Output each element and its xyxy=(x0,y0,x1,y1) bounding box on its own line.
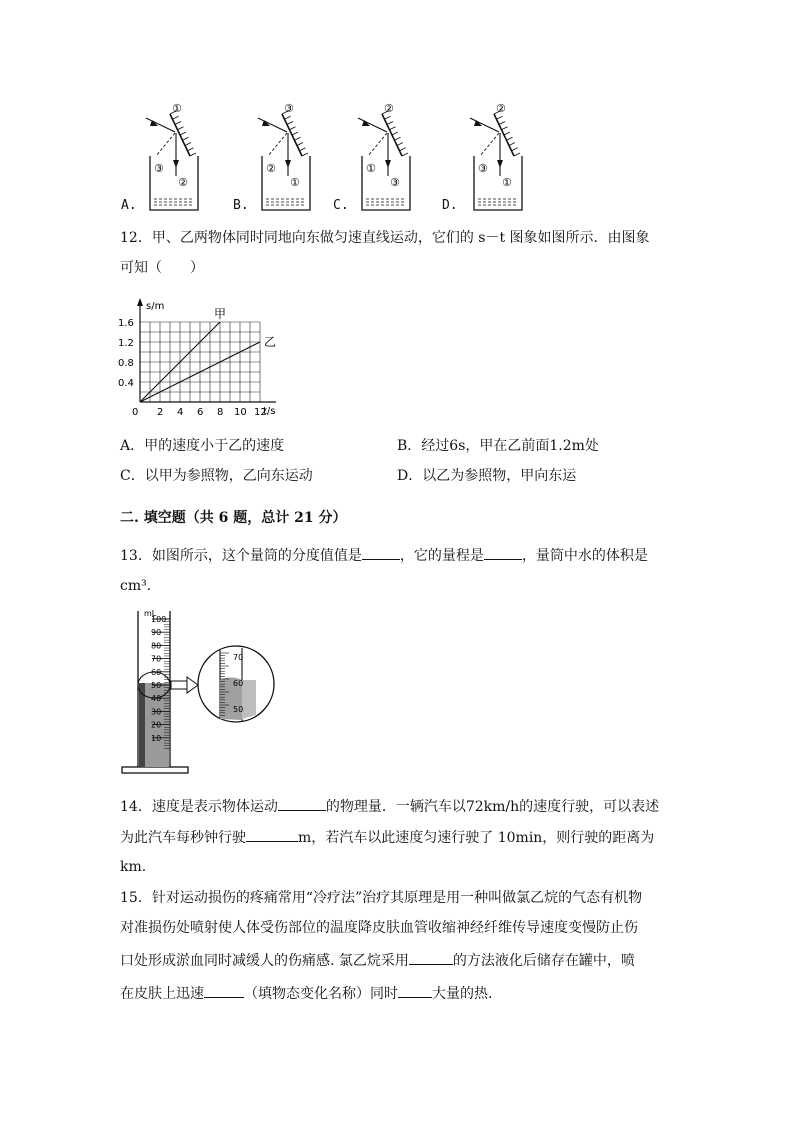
q15-part3b: 的方法液化后储存在罐中，喷 xyxy=(452,953,635,969)
mirror-hatch xyxy=(512,148,518,151)
mirror-hatch xyxy=(290,127,296,130)
graduated-cylinder xyxy=(118,605,288,777)
label-top: ② xyxy=(496,102,506,115)
mirror-hatch xyxy=(302,153,308,156)
zoom-tick-label: 50 xyxy=(233,705,244,714)
y-tick-label: 1.2 xyxy=(118,338,134,349)
label-top: ① xyxy=(172,102,182,115)
x-tick-label: 8 xyxy=(217,407,224,418)
zoom-water-side xyxy=(242,680,256,719)
cylinder-tick-label: 80 xyxy=(151,641,162,651)
q11-option-b[interactable]: B. xyxy=(233,198,249,213)
cylinder-tick-label: 10 xyxy=(151,733,162,743)
q15-blank-2[interactable] xyxy=(204,983,244,998)
q14-line3: km. xyxy=(120,859,147,875)
mirror-hatch xyxy=(287,122,293,125)
mirror-hatch xyxy=(190,153,196,156)
mirror-hatch xyxy=(185,143,191,146)
arrow-head xyxy=(187,677,198,693)
q15-part3a: 口处形成淤血同时减缓人的伤痛感. 氯乙烷采用 xyxy=(120,953,409,969)
q12-option-b[interactable]: B．经过6s，甲在乙前面1.2m处 xyxy=(397,438,599,454)
x-tick-label: 2 xyxy=(157,407,164,418)
mirror-hatch xyxy=(397,143,403,146)
q15-line1: 15．针对运动损伤的疼痛常用“冷疗法”治疗其原理是用一种叫做氯乙烷的气态有机物 xyxy=(120,890,643,906)
mirror-hatch xyxy=(385,116,391,119)
q15-part4a: 在皮肤上迅速 xyxy=(120,986,204,1002)
q15-blank-1[interactable] xyxy=(409,950,453,965)
cylinder-tick-label: 60 xyxy=(151,667,162,677)
y-tick-label: 0.4 xyxy=(118,378,134,389)
label-bottom: ② xyxy=(178,176,188,189)
q12-stem-line1: 12．甲、乙两物体同时同地向东做匀速直线运动，它们的 s－t 图象如图所示．由图象 xyxy=(120,230,650,246)
mirror-hatch xyxy=(178,127,184,130)
label-top: ③ xyxy=(284,102,294,115)
ray-arrow xyxy=(497,160,503,168)
q13-part3: ，量筒中水的体积是 xyxy=(521,548,648,564)
q11-option-d[interactable]: D. xyxy=(442,198,458,213)
q14-line2 xyxy=(120,827,654,848)
q13-blank-2[interactable] xyxy=(484,545,522,560)
x-tick-label: 10 xyxy=(234,407,247,418)
q13-figure xyxy=(118,605,288,781)
label-top: ② xyxy=(384,102,394,115)
mirror-hatch xyxy=(180,132,186,135)
q11-figure xyxy=(110,98,550,218)
mirror-hatch xyxy=(402,153,408,156)
ray-arrow xyxy=(173,160,179,168)
q11-option-a[interactable]: A. xyxy=(121,198,137,213)
cylinder-tick-label: 30 xyxy=(151,707,162,717)
mirror-hatch xyxy=(300,148,306,151)
q11-diagram-1 xyxy=(146,102,198,210)
label-bottom: ③ xyxy=(390,176,400,189)
q13-stem-line2: cm³. xyxy=(120,578,152,594)
x-tick-label: 6 xyxy=(197,407,204,418)
ray-arrow xyxy=(285,160,291,168)
q14-part3: 为此汽车每秒钟行驶 xyxy=(120,830,246,846)
y-axis-arrow xyxy=(137,298,143,306)
q12-stem-line2: 可知（ ） xyxy=(120,260,204,276)
zoom-tick-label: 60 xyxy=(233,679,244,688)
x-tick-label: 0 xyxy=(132,407,139,418)
mirror-hatch xyxy=(295,137,301,140)
label-inside: ③ xyxy=(154,162,164,175)
q14-part1: 14．速度是表示物体运动 xyxy=(120,799,278,815)
cylinder-tick-label: 20 xyxy=(151,720,162,730)
q13-part1: 13．如图所示，这个量筒的分度值值是 xyxy=(120,548,362,564)
q11-diagram-4 xyxy=(470,102,522,210)
q13-part2: ，它的量程是 xyxy=(399,548,484,564)
x-axis-label: t/s xyxy=(263,406,276,417)
q12-chart xyxy=(110,290,310,429)
cylinder-tick-label: 90 xyxy=(151,628,162,638)
q13-stem-line1 xyxy=(120,545,648,566)
st-graph xyxy=(110,290,310,425)
mirror-hatch xyxy=(173,116,179,119)
q13-blank-1[interactable] xyxy=(362,545,400,560)
label-inside: ② xyxy=(266,162,276,175)
q11-diagrams xyxy=(110,98,550,218)
mirror-hatch xyxy=(392,132,398,135)
q14-blank-2[interactable] xyxy=(246,827,298,842)
mirror-hatch xyxy=(507,137,513,140)
y-tick-label: 0.8 xyxy=(118,358,134,369)
q14-part4: m，若汽车以此速度匀速行驶了 10min，则行驶的距离为 xyxy=(298,830,655,846)
mirror-hatch xyxy=(514,153,520,156)
q11-option-c[interactable]: C. xyxy=(333,198,349,213)
q15-part4b: （填物态变化名称）同时 xyxy=(244,986,398,1002)
cylinder-unit: mL xyxy=(144,609,157,618)
label-inside: ③ xyxy=(478,162,488,175)
mirror-hatch xyxy=(285,116,291,119)
series-label-1: 甲 xyxy=(214,307,227,321)
ray-arrow xyxy=(385,160,391,168)
zoom-view xyxy=(198,646,274,722)
cylinder-base xyxy=(122,767,188,773)
mirror-hatch xyxy=(292,132,298,135)
y-tick-label: 1.6 xyxy=(118,318,134,329)
label-bottom: ① xyxy=(502,176,512,189)
mirror-hatch xyxy=(502,127,508,130)
q11-diagram-3 xyxy=(358,102,410,210)
q15-blank-3[interactable] xyxy=(398,983,432,998)
mirror-hatch xyxy=(390,127,396,130)
mirror-hatch xyxy=(509,143,515,146)
label-bottom: ① xyxy=(290,176,300,189)
q15-line2: 对准损伤处喷射使人体受伤部位的温度降皮肤血管收缩神经纤维传导速度变慢防止伤 xyxy=(120,920,638,936)
mirror-hatch xyxy=(395,137,401,140)
y-axis-label: s/m xyxy=(146,301,165,312)
mirror-hatch xyxy=(387,122,393,125)
arrow-shaft xyxy=(171,681,187,689)
dashed-ray xyxy=(368,133,387,156)
label-inside: ① xyxy=(366,162,376,175)
mirror-hatch xyxy=(497,116,503,119)
dashed-ray xyxy=(268,133,287,156)
cylinder-tick-label: 50 xyxy=(151,681,162,690)
dashed-ray xyxy=(480,133,499,156)
mirror-hatch xyxy=(188,148,194,151)
series-label-2: 乙 xyxy=(264,335,277,349)
q15-line4 xyxy=(120,983,492,1004)
q12-option-a[interactable]: A．甲的速度小于乙的速度 xyxy=(120,438,285,454)
mirror-hatch xyxy=(297,143,303,146)
mirror-hatch xyxy=(183,137,189,140)
mirror-hatch xyxy=(175,122,181,125)
cylinder-tick-label: 70 xyxy=(151,654,162,664)
mirror-hatch xyxy=(504,132,510,135)
section-title: 二. 填空题（共 6 题，总计 21 分） xyxy=(120,510,347,526)
zoom-tick-label: 70 xyxy=(233,653,244,662)
q14-blank-1[interactable] xyxy=(278,796,326,811)
x-tick-label: 12 xyxy=(254,407,267,418)
cylinder-tick-label: 40 xyxy=(151,694,162,704)
dashed-ray xyxy=(156,133,175,156)
q14-part2: 的物理量．一辆汽车以72km/h的速度行驶，可以表述 xyxy=(325,799,660,815)
q14-line1 xyxy=(120,796,659,817)
mirror-hatch xyxy=(499,122,505,125)
q12-option-d[interactable]: D．以乙为参照物，甲向东运 xyxy=(397,468,577,484)
q15-line3 xyxy=(120,950,635,971)
mirror-hatch xyxy=(400,148,406,151)
q11-diagram-2 xyxy=(258,102,310,210)
x-tick-label: 4 xyxy=(177,407,184,418)
q15-part4c: 大量的热. xyxy=(432,986,493,1002)
q12-option-c[interactable]: C．以甲为参照物，乙向东运动 xyxy=(120,468,313,484)
cylinder-tick-label: 100 xyxy=(151,615,167,624)
